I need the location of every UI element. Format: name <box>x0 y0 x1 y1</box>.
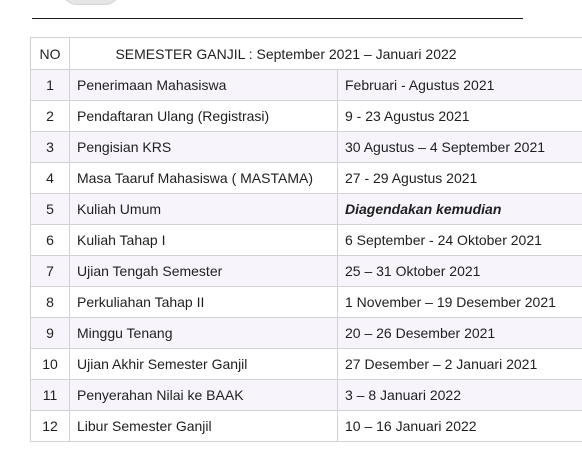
row-activity: Penyerahan Nilai ke BAAK <box>70 380 338 411</box>
row-number: 2 <box>31 101 70 132</box>
table-row <box>31 349 582 380</box>
row-activity: Minggu Tenang <box>70 318 338 349</box>
table-row <box>31 411 582 442</box>
table-row <box>31 132 582 163</box>
table-row <box>31 287 582 318</box>
row-date: Februari - Agustus 2021 <box>338 70 582 101</box>
header-no: NO <box>31 38 70 70</box>
table-row <box>31 318 582 349</box>
table-row <box>31 256 582 287</box>
row-activity: Ujian Tengah Semester <box>70 256 338 287</box>
table-row <box>31 225 582 256</box>
row-activity: Perkuliahan Tahap II <box>70 287 338 318</box>
row-date: 25 – 31 Oktober 2021 <box>338 256 582 287</box>
header-rule <box>32 18 523 19</box>
table-row <box>31 70 582 101</box>
row-date: 3 – 8 Januari 2022 <box>338 380 582 411</box>
row-number: 6 <box>31 225 70 256</box>
table-row <box>31 163 582 194</box>
row-number: 8 <box>31 287 70 318</box>
row-number: 9 <box>31 318 70 349</box>
row-date: 10 – 16 Januari 2022 <box>338 411 582 442</box>
row-activity: Ujian Akhir Semester Ganjil <box>70 349 338 380</box>
row-activity: Kuliah Tahap I <box>70 225 338 256</box>
row-number: 3 <box>31 132 70 163</box>
table-row <box>31 380 582 411</box>
table-row <box>31 101 582 132</box>
row-activity: Kuliah Umum <box>70 194 338 225</box>
logo-edge <box>62 0 120 5</box>
row-number: 4 <box>31 163 70 194</box>
row-number: 5 <box>31 194 70 225</box>
row-date: 9 - 23 Agustus 2021 <box>338 101 582 132</box>
table-header-row <box>31 38 582 70</box>
row-number: 12 <box>31 411 70 442</box>
row-date: Diagendakan kemudian <box>338 194 582 225</box>
row-activity: Pengisian KRS <box>70 132 338 163</box>
row-activity: Libur Semester Ganjil <box>70 411 338 442</box>
row-activity: Pendaftaran Ulang (Registrasi) <box>70 101 338 132</box>
academic-calendar-table <box>30 37 582 442</box>
row-date: 30 Agustus – 4 September 2021 <box>338 132 582 163</box>
row-activity: Masa Taaruf Mahasiswa ( MASTAMA) <box>70 163 338 194</box>
row-date: 1 November – 19 Desember 2021 <box>338 287 582 318</box>
row-number: 11 <box>31 380 70 411</box>
table-row <box>31 194 582 225</box>
row-activity: Penerimaan Mahasiswa <box>70 70 338 101</box>
header-semester-title: SEMESTER GANJIL : September 2021 – Januari 2022 <box>70 38 582 70</box>
row-date: 20 – 26 Desember 2021 <box>338 318 582 349</box>
row-date: 6 September - 24 Oktober 2021 <box>338 225 582 256</box>
row-number: 1 <box>31 70 70 101</box>
row-date: 27 Desember – 2 Januari 2021 <box>338 349 582 380</box>
row-date: 27 - 29 Agustus 2021 <box>338 163 582 194</box>
row-number: 10 <box>31 349 70 380</box>
row-number: 7 <box>31 256 70 287</box>
